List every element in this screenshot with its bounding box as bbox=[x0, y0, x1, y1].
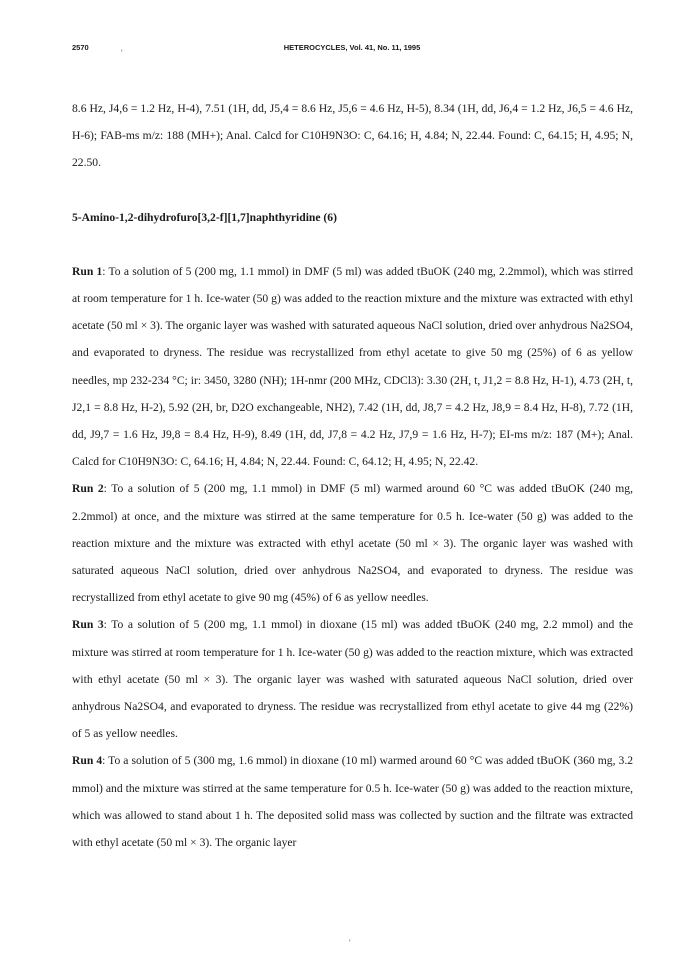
scan-speck: ' bbox=[121, 48, 123, 58]
section-heading: 5-Amino-1,2-dihydrofuro[3,2-f][1,7]naphthyridine (6) bbox=[72, 210, 337, 224]
run-text: : To a solution of 5 (200 mg, 1.1 mmol) in DMF (5 ml) was added tBuOK (240 mg, 2.2mmol), which was stirred at room temperature for 1 h. Ice-water (50 g) was added to the reaction mixture and the mixture was extracted with ethyl acetate (50 ml × 3). The organic layer was washed with saturated aqueous NaCl solution, dried over anhydrous Na2SO4, and evaporated to dryness. The residue was recrystallized from ethyl acetate to give 50 mg (25%) of 6 as yellow needles, mp 232-234 °C; ir: 3450, 3280 (NH); 1H-nmr (200 MHz, CDCl3): 3.30 (2H, t, J1,2 = 8.8 Hz, H-1), 4.73 (2H, t, J2,1 = 8.8 Hz, H-2), 5.92 (2H, br, D2O exchangeable, NH2), 7.42 (1H, dd, J8,7 = 4.2 Hz, J8,9 = 8.4 Hz, H-8), 7.72 (1H, dd, J9,7 = 1.6 Hz, J9,8 = 8.4 Hz, H-9), 8.49 (1H, dd, J7,8 = 4.2 Hz, J7,9 = 1.6 Hz, H-7); EI-ms m/z: 187 (M+); Anal. Calcd for C10H9N3O: C, 64.16; H, 4.84; N, 22.44. Found: C, 64.12; H, 4.95; N, 22.42. bbox=[72, 264, 634, 469]
article-body bbox=[72, 95, 633, 856]
run-text: : To a solution of 5 (200 mg, 1.1 mmol) in dioxane (15 ml) was added tBuOK (240 mg, 2.2 mmol) and the mixture was stirred at room temperature for 1 h. Ice-water (50 g) was added to the reaction mixture, which was extracted with ethyl acetate (50 ml × 3). The organic layer was washed with saturated aqueous NaCl solution, dried over anhydrous Na2SO4, and evaporated to dryness. The residue was recrystallized from ethyl acetate to give 44 mg (22%) of 5 as yellow needles. bbox=[72, 618, 633, 741]
run-paragraph-4 bbox=[72, 747, 633, 856]
intro-paragraph: 8.6 Hz, J4,6 = 1.2 Hz, H-4), 7.51 (1H, dd, J5,4 = 8.6 Hz, J5,6 = 4.6 Hz, H-5), 8.34 (1H, dd, J6,4 = 1.2 Hz, J6,5 = 4.6 Hz, H-6); FAB-ms m/z: 188 (MH+); Anal. Calcd for C10H9N3O: C, 64.16; H, 4.84; N, 22.44. Found: C, 64.15; H, 4.95; N, 22.50. bbox=[72, 102, 633, 170]
run-paragraph-3 bbox=[72, 611, 633, 747]
run-label: Run 1 bbox=[72, 264, 103, 278]
run-paragraph-1 bbox=[72, 258, 633, 476]
run-paragraph-2 bbox=[72, 475, 633, 611]
scan-speck: ' bbox=[349, 938, 351, 948]
running-header bbox=[72, 43, 632, 59]
run-label: Run 4 bbox=[72, 754, 103, 768]
run-label: Run 2 bbox=[72, 482, 104, 496]
run-label: Run 3 bbox=[72, 618, 104, 632]
page-number: 2570 bbox=[72, 43, 89, 52]
run-text: : To a solution of 5 (200 mg, 1.1 mmol) in DMF (5 ml) warmed around 60 °C was added tBuOK (240 mg, 2.2mmol) at once, and the mixture was stirred at the same temperature for 0.5 h. Ice-water (50 g) was added to the reaction mixture and the mixture was extracted with ethyl acetate (50 ml × 3). The organic layer was washed with saturated aqueous NaCl solution, dried over anhydrous Na2SO4, and evaporated to dryness. The residue was recrystallized from ethyl acetate to give 90 mg (45%) of 6 as yellow needles. bbox=[72, 482, 633, 605]
run-text: : To a solution of 5 (300 mg, 1.6 mmol) in dioxane (10 ml) warmed around 60 °C was added tBuOK (360 mg, 3.2 mmol) and the mixture was stirred at the same temperature for 0.5 h. Ice-water (50 g) was added to the reaction mixture, which was allowed to stand about 1 h. The deposited solid mass was collected by suction and the filtrate was extracted with ethyl acetate (50 ml × 3). The organic layer bbox=[72, 754, 634, 850]
journal-citation: HETEROCYCLES, Vol. 41, No. 11, 1995 bbox=[283, 43, 421, 52]
